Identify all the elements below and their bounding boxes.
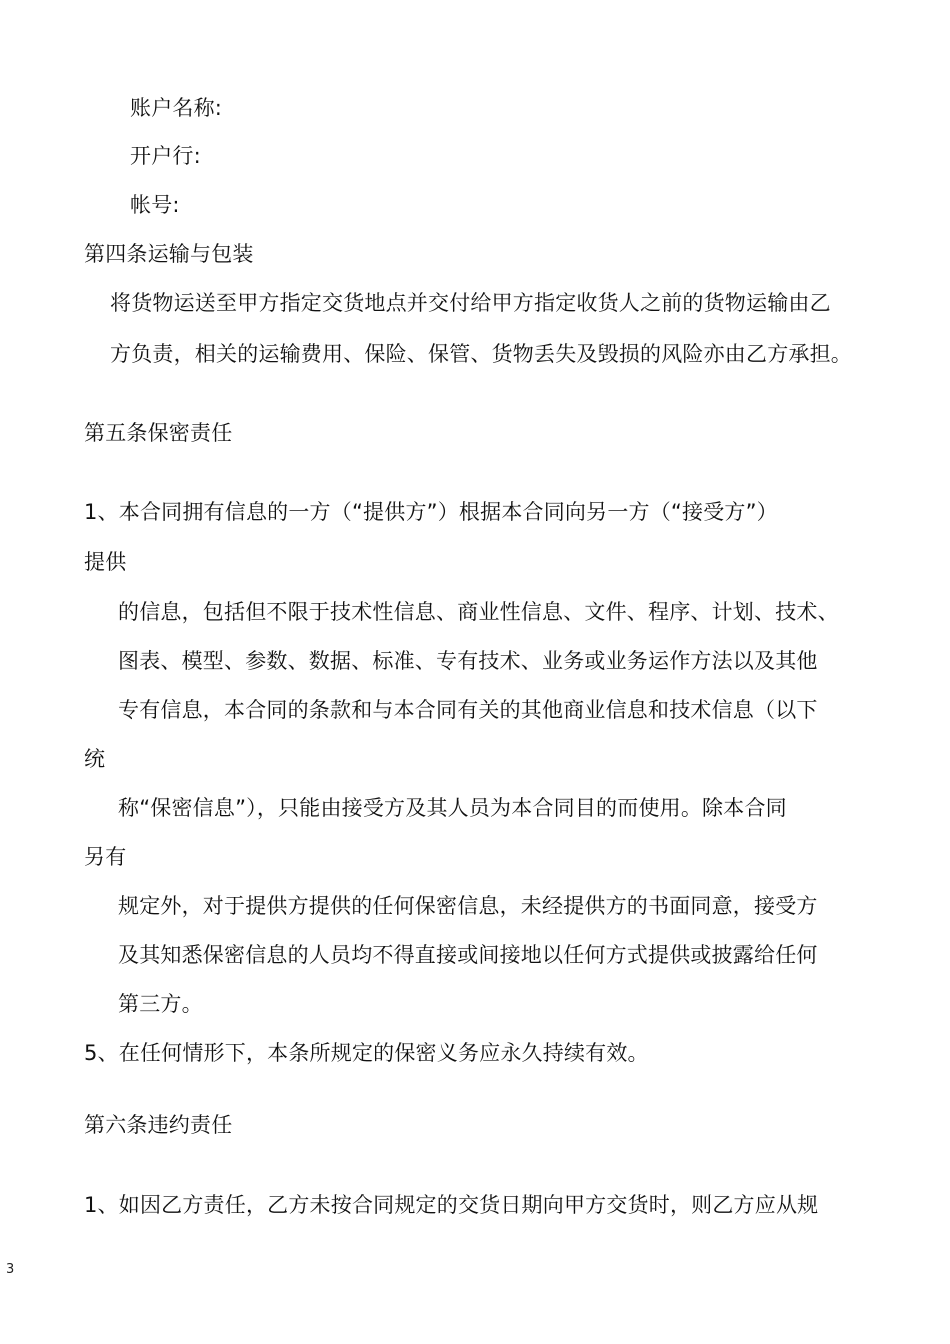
article-5-clause-1-line: 1、本合同拥有信息的一方（“提供方”）根据本合同向另一方（“接受方”） xyxy=(84,500,778,524)
article-5-clause-1-line: 第三方。 xyxy=(118,992,203,1016)
article-5-clause-1-line: 统 xyxy=(84,747,106,771)
article-5-clause-1-line: 另有 xyxy=(84,845,127,869)
article-5-heading: 第五条保密责任 xyxy=(84,421,233,445)
article-4-line-2: 方负责，相关的运输费用、保险、保管、货物丢失及毁损的风险亦由乙方承担。 xyxy=(110,342,852,366)
article-5-clause-5: 5、在任何情形下，本条所规定的保密义务应永久持续有效。 xyxy=(84,1041,649,1065)
article-5-clause-1-line: 规定外，对于提供方提供的任何保密信息，未经提供方的书面同意，接受方 xyxy=(118,894,818,918)
article-6-heading: 第六条违约责任 xyxy=(84,1113,233,1137)
article-5-clause-1-line: 及其知悉保密信息的人员均不得直接或间接地以任何方式提供或披露给任何 xyxy=(118,943,818,967)
account-number-label: 帐号: xyxy=(130,193,180,217)
article-5-clause-1-line: 称“保密信息”），只能由接受方及其人员为本合同目的而使用。除本合同 xyxy=(118,796,787,820)
article-4-heading: 第四条运输与包装 xyxy=(84,242,254,266)
page-number: 3 xyxy=(6,1262,15,1277)
bank-label: 开户行: xyxy=(130,144,201,168)
article-5-clause-1-line: 的信息，包括但不限于技术性信息、商业性信息、文件、程序、计划、技术、 xyxy=(118,600,839,624)
article-5-clause-1-line: 专有信息，本合同的条款和与本合同有关的其他商业信息和技术信息（以下 xyxy=(118,698,818,722)
account-name-label: 账户名称: xyxy=(130,96,223,120)
article-4-line-1: 将货物运送至甲方指定交货地点并交付给甲方指定收货人之前的货物运输由乙 xyxy=(110,291,831,315)
article-5-clause-1-line: 提供 xyxy=(84,550,127,574)
article-5-clause-1-line: 图表、模型、参数、数据、标准、专有技术、业务或业务运作方法以及其他 xyxy=(118,649,818,673)
article-6-clause-1-line: 1、如因乙方责任，乙方未按合同规定的交货日期向甲方交货时，则乙方应从规 xyxy=(84,1193,819,1217)
